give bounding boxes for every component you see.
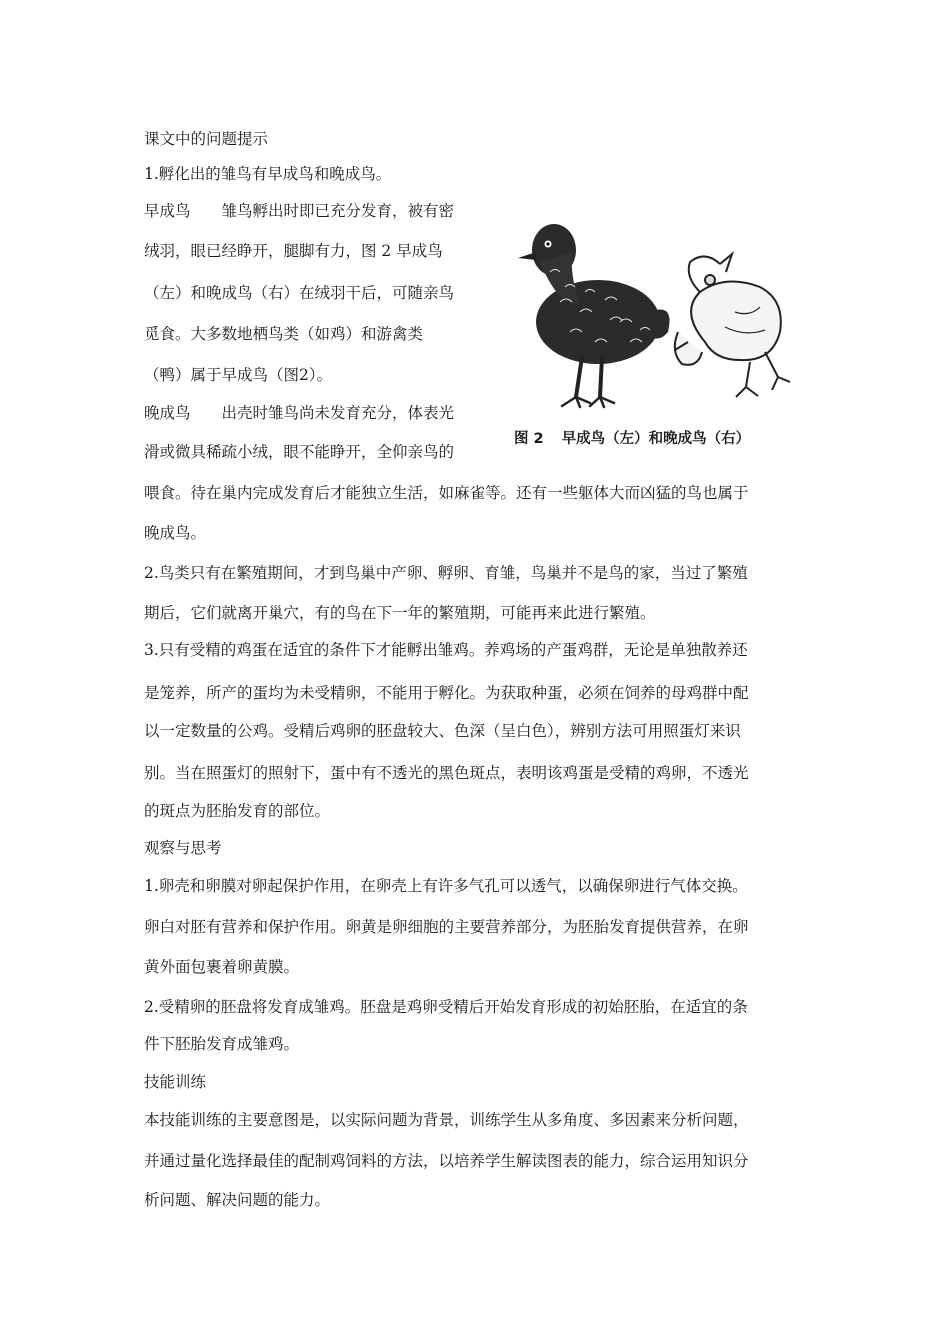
heading-skill: 技能训练	[144, 1073, 207, 1091]
o1-line: 1.卵壳和卵膜对卵起保护作用，在卵壳上有许多气孔可以透气，以确保卵进行气体交换。	[144, 877, 748, 895]
p3-line: 是笼养，所产的蛋均为未受精卵，不能用于孵化。为获取种蛋，必须在饲养的母鸡群中配	[144, 684, 749, 702]
bird-illustration	[510, 192, 810, 422]
figure-caption-text: 早成鸟（左）和晚成鸟（右）	[561, 431, 751, 447]
precocial-chick-drawing	[518, 224, 670, 407]
o2-line: 2.受精卵的胚盘将发育成雏鸡。胚盘是鸡卵受精后开始发育形成的初始胚胎，在适宜的条	[144, 998, 748, 1016]
p1-intro: 1.孵化出的雏鸟有早成鸟和晚成鸟。	[144, 165, 392, 183]
figure-caption-label: 图 2	[514, 431, 544, 447]
o1-line: 卵白对胚有营养和保护作用。卵黄是卵细胞的主要营养部分，为胚胎发育提供营养，在卵	[144, 918, 749, 936]
p2-line: 2.鸟类只有在繁殖期间，才到鸟巢中产卵、孵卵、育雏，鸟巢并不是鸟的家，当过了繁殖	[144, 564, 748, 582]
skill-line: 本技能训练的主要意图是，以实际问题为背景，训练学生从多角度、多因素来分析问题，	[144, 1111, 749, 1129]
heading-observe: 观察与思考	[144, 839, 222, 857]
p1-late-line: 喂食。待在巢内完成发育后才能独立生活，如麻雀等。还有一些躯体大而凶猛的鸟也属于	[144, 484, 749, 502]
figure-caption	[514, 429, 804, 449]
p3-line: 以一定数量的公鸡。受精后鸡卵的胚盘较大、色深（呈白色），辨别方法可用照蛋灯来识	[144, 722, 741, 740]
p1-late-line: 滑或微具稀疏小绒，眼不能睁开，全仰亲鸟的	[144, 443, 455, 461]
o2-line: 件下胚胎发育成雏鸡。	[144, 1035, 300, 1053]
p1-early-line: （左）和晚成鸟（右）在绒羽干后，可随亲鸟	[144, 284, 455, 302]
p3-line: 3.只有受精的鸡蛋在适宜的条件下才能孵出雏鸡。养鸡场的产蛋鸡群，无论是单独散养还	[144, 641, 748, 659]
p1-early-line: 早成鸟 雏鸟孵出时即已充分发育，被有密	[144, 202, 455, 220]
skill-line: 并通过量化选择最佳的配制鸡饲料的方法，以培养学生解读图表的能力，综合运用知识分	[144, 1152, 749, 1170]
p3-line: 的斑点为胚胎发育的部位。	[144, 802, 331, 820]
altricial-chick-drawing	[675, 254, 790, 397]
heading-tips: 课文中的问题提示	[144, 130, 269, 148]
p2-line: 期后，它们就离开巢穴，有的鸟在下一年的繁殖期，可能再来此进行繁殖。	[144, 604, 656, 622]
p1-early-line: 绒羽，眼已经睁开，腿脚有力，图 2 早成鸟	[144, 242, 443, 260]
p1-late-line: 晚成鸟 出壳时雏鸟尚未发育充分，体表光	[144, 404, 455, 422]
o1-line: 黄外面包裹着卵黄膜。	[144, 958, 300, 976]
p1-early-line: （鸭）属于早成鸟（图2）。	[144, 366, 333, 384]
p1-late-line: 晚成鸟。	[144, 524, 207, 542]
p1-early-line: 觅食。大多数地栖鸟类（如鸡）和游禽类	[144, 325, 424, 343]
skill-line: 析问题、解决问题的能力。	[144, 1191, 331, 1209]
figure-2	[510, 192, 810, 457]
p3-line: 别。当在照蛋灯的照射下，蛋中有不透光的黑色斑点，表明该鸡蛋是受精的鸡卵，不透光	[144, 764, 749, 782]
